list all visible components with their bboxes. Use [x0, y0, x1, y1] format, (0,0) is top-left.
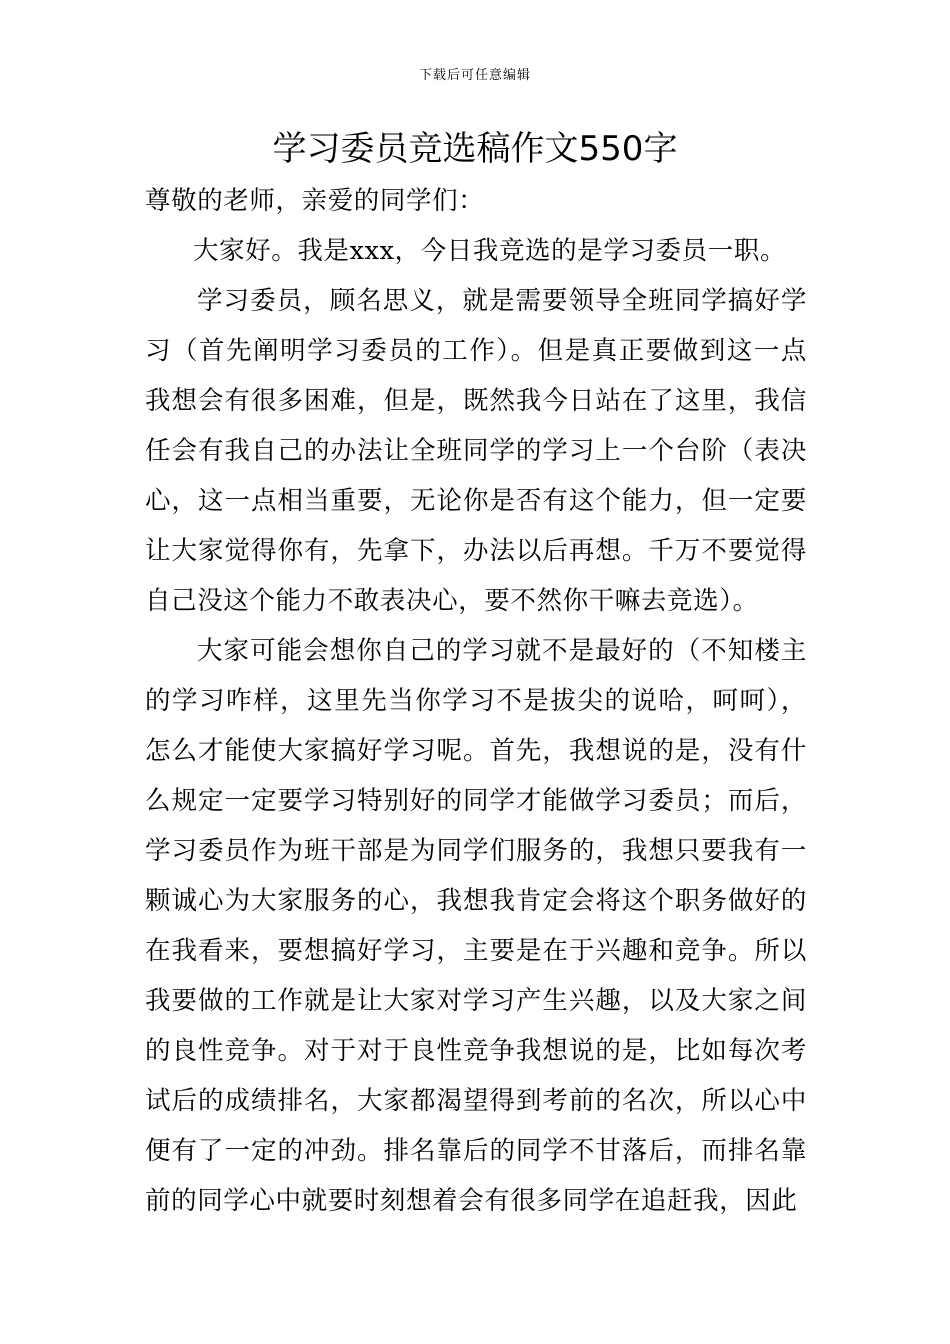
- paragraph-role-description: 学习委员，顾名思义，就是需要领导全班同学搞好学习（首先阐明学习委员的工作）。但是真正要做到这一点我想会有很多困难，但是，既然我今日站在了这里，我信任会有我自己的办法让全班同学的学习上一个台阶（表决心，这一点相当重要，无论你是否有这个能力，但一定要让大家觉得你有，先拿下，办法以后再想。千万不要觉得自己没这个能力不敢表决心，要不然你干嘛去竞选）。: [145, 286, 807, 616]
- page-header-note: 下载后可任意编辑: [418, 68, 531, 83]
- salutation: 尊敬的老师，亲爱的同学们：: [145, 186, 485, 216]
- document-title: 学习委员竞选稿作文550字: [272, 129, 678, 169]
- document-body: [145, 176, 807, 1226]
- paragraph-greeting: 大家好。我是xxx，今日我竞选的是学习委员一职。: [193, 236, 787, 266]
- paragraph-plan: 大家可能会想你自己的学习就不是最好的（不知楼主的学习咋样，这里先当你学习不是拔尖的说哈，呵呵），怎么才能使大家搞好学习呢。首先，我想说的是，没有什么规定一定要学习特别好的同学才能做学习委员；而后，学习委员作为班干部是为同学们服务的，我想只要我有一颗诚心为大家服务的心，我想我肯定会将这个职务做好的在我看来，要想搞好学习，主要是在于兴趣和竞争。所以我要做的工作就是让大家对学习产生兴趣，以及大家之间的良性竞争。对于对于良性竞争我想说的是，比如每次考试后的成绩排名，大家都渴望得到考前的名次，所以心中便有了一定的冲劲。排名靠后的同学不甘落后，而排名靠前的同学心中就要时刻想着会有很多同学在追赶我，因此: [145, 636, 807, 1216]
